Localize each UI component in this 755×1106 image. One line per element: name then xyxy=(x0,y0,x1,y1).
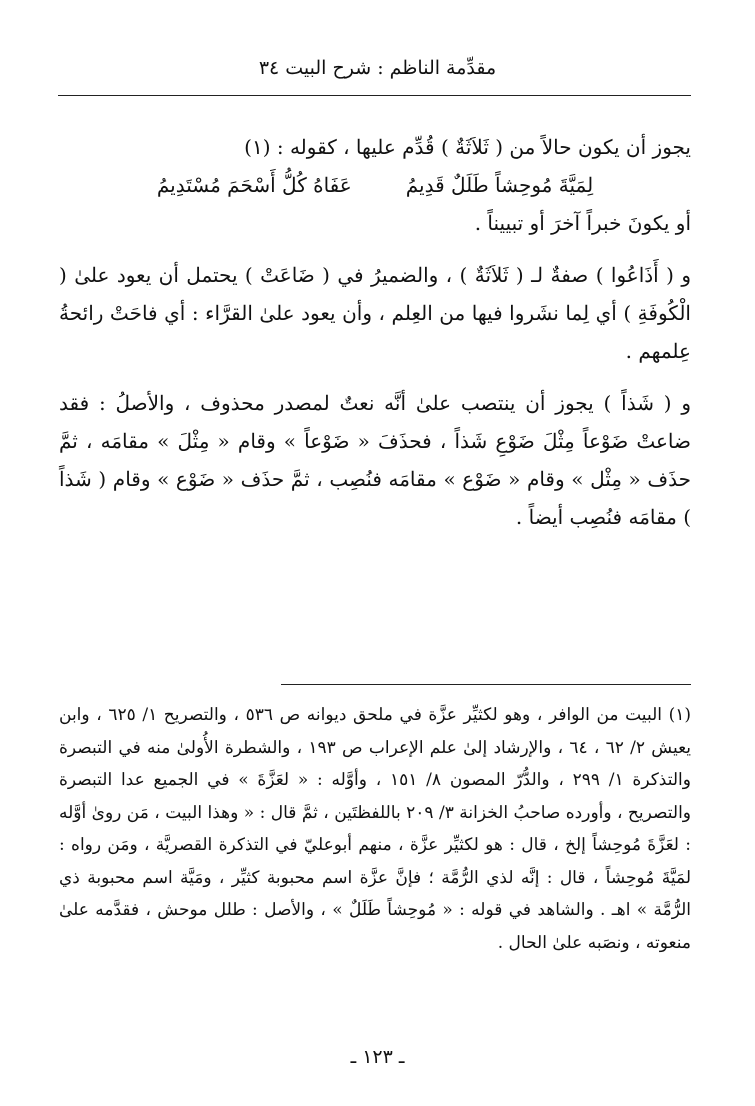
main-text xyxy=(59,128,691,536)
paragraph-hal: يجوز أن يكون حالاً من ( ثَلاَثَةٌ ) قُدِّم عليها ، كقوله : (١) xyxy=(244,135,691,159)
header-divider xyxy=(58,95,691,96)
verse-first-hemistich: لِمَيَّةَ مُوحِشاً طَلَلٌ قَدِيمُ xyxy=(405,173,594,197)
footnote-divider xyxy=(281,684,691,685)
paragraph-gap xyxy=(59,370,691,384)
paragraph-adhaaou: و ( أَذَاعُوا ) صفةٌ لـ ( ثَلاَثَةٌ ) ، والضميرُ في ( ضَاعَتْ ) يحتمل أن يعود علىٰ ( الْكُوفَةِ ) أي لِما نشَروا فيها من العِلم ، وأن يعود علىٰ القرَّاء : أي فاحَتْ رائحةُ عِلمهم . xyxy=(59,263,691,363)
verse-second-hemistich: عَفَاهُ كُلُّ أَسْحَمَ مُسْتَدِيمُ xyxy=(156,173,352,197)
paragraph-shadhan: و ( شَذاً ) يجوز أن ينتصب علىٰ أنَّه نعتٌ لمصدر محذوف ، والأصلُ : فقد ضاعتْ ضَوْعاً مِثْلَ ضَوْعِ شَذاً ، فحذَفَ « ضَوْعاً » وقام « مِثْلَ » مقامَه ، ثمَّ حذَف « مِثْل » وقام « ضَوْع » مقامَه فنُصِب ، ثمَّ حذَف « ضَوْع » وقام ( شَذاً ) مقامَه فنُصِب أيضاً . xyxy=(59,391,691,529)
paragraph-gap xyxy=(59,242,691,256)
page-number: ـ ١٢٣ ـ xyxy=(350,1046,405,1068)
footnote-1: (١) البيت من الوافر ، وهو لكثيِّر عزَّة في ملحق ديوانه ص ٥٣٦ ، والتصريح ١/ ٦٢٥ ، وابن يعيش ٢/ ٦٢ ، ٦٤ ، والإرشاد إلىٰ علم الإعراب ص ١٩٣ ، والشطرة الأُولىٰ منه في التبصرة والتذكرة ١/ ٢٩٩ ، والدُّرّ المصون ٨/ ١٥١ ، وأوَّله : « لعَزَّةَ » في الجميع عدا التبصرة والتصريح ، وأورده صاحبُ الخزانة ٣/ ٢٠٩ باللفظتَين ، ثمَّ قال : « وهذا البيت ، مَن روىٰ أوَّله : لعَزَّةَ مُوحِشاً إلخ ، قال : هو لكثيِّر عزَّة ، منهم أبوعليّ في التذكرة القصريَّة ، ومَن رواه : لمَيَّةَ مُوحِشاً ، قال : إنَّه لذي الرُّمَّة ؛ فإنَّ عزَّة اسم محبوبة كثيِّر ، ومَيَّة اسم محبوبة ذي الرُّمَّة » اهـ . والشاهد في قوله : « مُوحِشاً طَلَلٌ » ، والأصل : طلل موحش ، فقدَّمه علىٰ منعوته ، ونصَبه علىٰ الحال . xyxy=(59,705,692,953)
poetry-verse xyxy=(59,166,691,204)
running-header: مقدِّمة الناظم : شرح البيت ٣٤ xyxy=(258,57,497,79)
paragraph-khabar: أو يكونَ خبراً آخرَ أو تبييناً . xyxy=(474,211,691,235)
footnote-block xyxy=(59,699,691,959)
